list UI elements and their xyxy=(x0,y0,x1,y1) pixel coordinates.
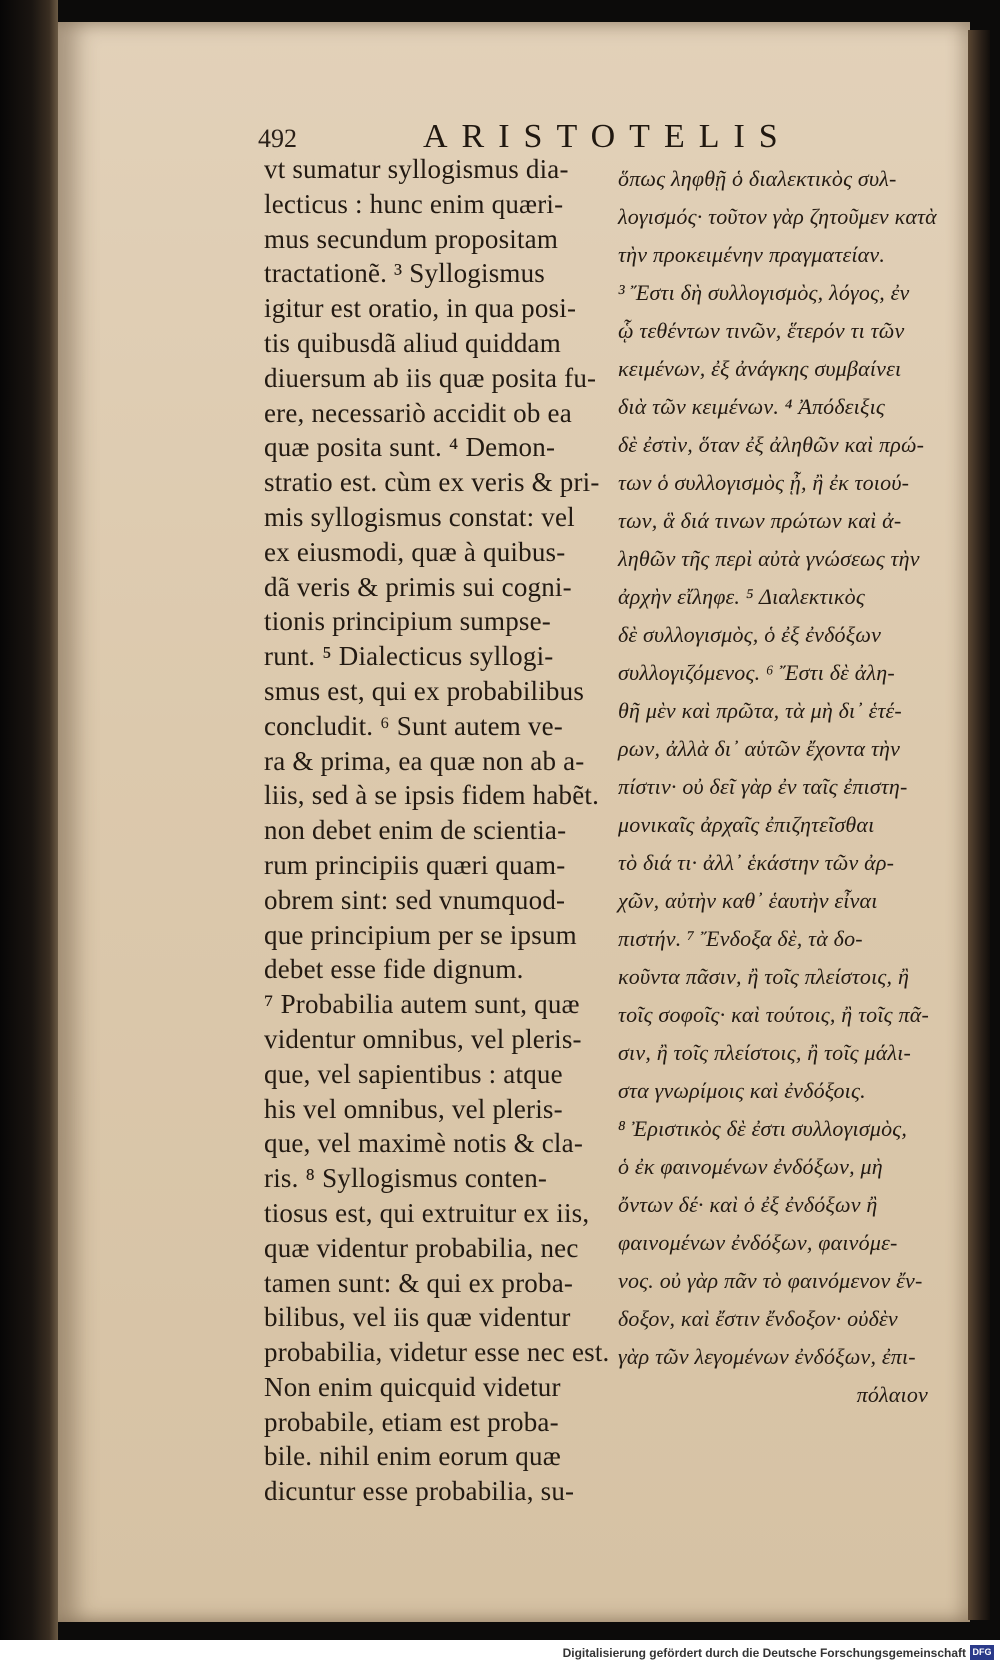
latin-text-line: liis, sed à se ipsis fidem habẽt. xyxy=(264,780,600,811)
greek-text-line: λογισμός· τοῦτον γὰρ ζητοῦμεν κατὰ xyxy=(618,204,937,229)
greek-text-line: ὄντων δέ· καὶ ὁ ἐξ ἐνδόξων ἢ xyxy=(618,1192,878,1217)
funding-credit: Digitalisierung gefördert durch die Deutsche Forschungsgemeinschaft xyxy=(562,1646,966,1660)
greek-text-line: τοῖς σοφοῖς· καὶ τούτοις, ἢ τοῖς πᾶ- xyxy=(618,1002,929,1027)
latin-text-line: ⁷ Probabilia autem sunt, quæ xyxy=(264,989,580,1020)
greek-text-line: μονικαῖς ἀρχαῖς ἐπιζητεῖσθαι xyxy=(618,812,875,837)
greek-text-line: πόλαιον xyxy=(856,1382,928,1407)
greek-column xyxy=(618,160,970,1414)
greek-text-line: γὰρ τῶν λεγομένων ἐνδόξων, ἐπι- xyxy=(618,1344,916,1369)
greek-text-line: των, ἃ διά τινων πρώτων καὶ ἀ- xyxy=(618,508,902,533)
latin-text-line: Non enim quicquid videtur xyxy=(264,1371,561,1402)
latin-text-line: rum principiis quæri quam- xyxy=(264,849,566,880)
latin-text-line: ra & prima, ea quæ non ab a- xyxy=(264,745,585,776)
latin-text-line: tractationẽ. ³ Syllogismus xyxy=(264,258,546,289)
latin-text-line: dicuntur esse probabilia, su- xyxy=(264,1476,575,1507)
latin-text-line: que principium per se ipsum xyxy=(264,919,577,950)
latin-text-line: que, vel sapientibus : atque xyxy=(264,1058,563,1089)
latin-text-line: obrem sint: sed vnumquod- xyxy=(264,884,566,915)
greek-text-line: δὲ ἐστὶν, ὅταν ἐξ ἀληθῶν καὶ πρώ- xyxy=(618,432,925,457)
greek-text-line: κοῦντα πᾶσιν, ἢ τοῖς πλείστοις, ἢ xyxy=(618,964,910,989)
page-edge xyxy=(968,30,990,1620)
book-spine-shadow xyxy=(0,0,58,1667)
latin-text-line: runt. ⁵ Dialecticus syllogi- xyxy=(264,641,554,672)
greek-text-line: σιν, ἢ τοῖς πλείστοις, ἢ τοῖς μάλι- xyxy=(618,1040,912,1065)
latin-text-line: dã veris & primis sui cogni- xyxy=(264,571,572,602)
page-number: 492 xyxy=(258,124,297,153)
latin-text-line: mis syllogismus constat: vel xyxy=(264,501,575,532)
greek-text-line: συλλογιζόμενος. ⁶ Ἔστι δὲ ἀλη- xyxy=(618,660,895,685)
latin-text-line: bile. nihil enim eorum quæ xyxy=(264,1441,561,1472)
latin-text-line: tamen sunt: & qui ex proba- xyxy=(264,1267,574,1298)
latin-text-line: bilibus, vel iis quæ videntur xyxy=(264,1302,571,1333)
greek-text-line: ὅπως ληφθῇ ὁ διαλεκτικὸς συλ- xyxy=(618,166,897,191)
latin-text-line: ere, necessariò accidit ob ea xyxy=(264,397,572,428)
greek-text-line: ὁ ἐκ φαινομένων ἐνδόξων, μὴ xyxy=(618,1154,883,1179)
latin-text-line: non debet enim de scientia- xyxy=(264,815,567,846)
latin-text-line: tionis principium sumpse- xyxy=(264,606,551,637)
greek-text-line: ⁸ Ἐριστικὸς δὲ ἐστι συλλογισμὸς, xyxy=(618,1116,908,1141)
greek-text-line: τὴν προκειμένην πραγματείαν. xyxy=(618,242,886,267)
latin-text-line: smus est, qui ex probabilibus xyxy=(264,675,585,706)
footer-bar xyxy=(0,1640,1000,1667)
greek-text-line: στα γνωρίμοις καὶ ἐνδόξοις. xyxy=(618,1078,866,1103)
latin-text-line: his vel omnibus, vel pleris- xyxy=(264,1093,563,1124)
greek-text-line: πιστήν. ⁷ Ἔνδοξα δὲ, τὰ δο- xyxy=(618,926,863,951)
greek-text-line: των ὁ συλλογισμὸς ᾖ, ἢ ἐκ τοιού- xyxy=(618,470,910,495)
latin-text-line: vt sumatur syllogismus dia- xyxy=(264,154,569,184)
latin-text-line: debet esse fide dignum. xyxy=(264,954,524,985)
running-title: ARISTOTELIS xyxy=(423,118,792,155)
greek-text-line: ἀρχὴν εἴληφε. ⁵ Διαλεκτικὸς xyxy=(618,584,865,609)
greek-text-line: δὲ συλλογισμὸς, ὁ ἐξ ἐνδόξων xyxy=(618,622,882,647)
latin-text-line: tis quibusdã aliud quiddam xyxy=(264,327,561,358)
greek-text-line: χῶν, αὐτὴν καθ᾽ ἑαυτὴν εἶναι xyxy=(618,888,878,913)
greek-text-line: κειμένων, ἐξ ἀνάγκης συμβαίνει xyxy=(618,356,902,381)
latin-text-line: probabilia, videtur esse nec est. xyxy=(264,1337,610,1368)
latin-text-line: quæ posita sunt. ⁴ Demon- xyxy=(264,432,556,463)
latin-text-line: probabile, etiam est proba- xyxy=(264,1406,559,1437)
latin-text-line: ris. ⁸ Syllogismus conten- xyxy=(264,1163,548,1194)
greek-text-line: ᾧ τεθέντων τινῶν, ἕτερόν τι τῶν xyxy=(618,318,905,343)
latin-text-line: mus secundum propositam xyxy=(264,223,559,254)
greek-text-line: φαινομένων ἐνδόξων, φαινόμε- xyxy=(618,1230,898,1255)
greek-text-line: ληθῶν τῆς περὶ αὐτὰ γνώσεως τὴν xyxy=(618,546,920,571)
greek-text-line: τὸ διά τι· ἀλλ᾽ ἑκάστην τῶν ἀρ- xyxy=(618,850,895,875)
greek-text-line: πίστιν· οὐ δεῖ γὰρ ἐν ταῖς ἐπιστη- xyxy=(618,774,908,799)
greek-text-line: διὰ τῶν κειμένων. ⁴ Ἀπόδειξις xyxy=(618,394,886,419)
greek-text-line: θῆ μὲν καὶ πρῶτα, τὰ μὴ δι᾽ ἑτέ- xyxy=(618,698,902,723)
latin-text-line: ex eiusmodi, quæ à quibus- xyxy=(264,536,566,567)
greek-text-line: ³ Ἔστι δὴ συλλογισμὸς, λόγος, ἐν xyxy=(618,280,910,305)
greek-text-line: ρων, ἀλλὰ δι᾽ αὑτῶν ἔχοντα τὴν xyxy=(618,736,901,761)
latin-text-line: lecticus : hunc enim quæri- xyxy=(264,188,564,219)
latin-text-line: diuersum ab iis quæ posita fu- xyxy=(264,362,597,393)
latin-text-line: concludit. ⁶ Sunt autem ve- xyxy=(264,710,563,741)
latin-text-line: tiosus est, qui extruitur ex iis, xyxy=(264,1197,590,1228)
dfg-logo: DFG xyxy=(970,1645,994,1660)
greek-text-line: δοξον, καὶ ἔστιν ἔνδοξον· οὐδὲν xyxy=(618,1306,898,1331)
greek-text-line: νος. οὐ γὰρ πᾶν τὸ φαινόμενον ἔν- xyxy=(618,1268,923,1293)
latin-column xyxy=(264,152,610,1509)
latin-text-line: videntur omnibus, vel pleris- xyxy=(264,1023,582,1054)
latin-text-line: que, vel maximè notis & cla- xyxy=(264,1128,584,1159)
latin-text-line: igitur est oratio, in qua posi- xyxy=(264,293,577,324)
latin-text-line: stratio est. cùm ex veris & pri- xyxy=(264,467,600,498)
latin-text-line: quæ videntur probabilia, nec xyxy=(264,1232,579,1263)
